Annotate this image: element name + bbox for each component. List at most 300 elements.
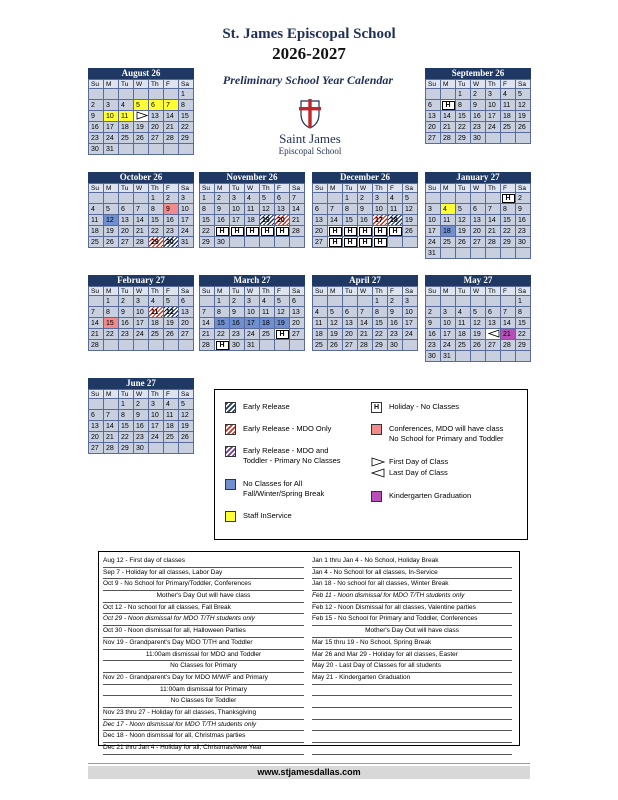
empty-day	[164, 340, 179, 351]
calendar-day: 5	[134, 100, 149, 111]
weekday-label: Tu	[456, 80, 471, 89]
calendar-day: 2	[215, 193, 230, 204]
calendar-day: 11	[441, 215, 456, 226]
calendar-day: 22	[373, 329, 388, 340]
empty-day	[313, 193, 328, 204]
weekday-label: M	[441, 80, 456, 89]
empty-day	[275, 237, 290, 248]
weekday-label: Th	[373, 184, 388, 193]
calendar-day: 9	[89, 111, 104, 122]
event-item: No Classes for Primary	[103, 661, 304, 673]
calendar-day: 10	[245, 307, 260, 318]
weekday-label: Su	[313, 287, 328, 296]
event-item: Oct 12 - No school for all classes, Fall Break	[103, 603, 304, 615]
holiday-day: H	[343, 226, 358, 237]
calendar-day: 18	[501, 111, 516, 122]
calendar-day: 3	[134, 296, 149, 307]
calendar-day: 28	[134, 237, 149, 248]
calendar-day: 6	[426, 100, 441, 111]
calendar-day: 9	[471, 100, 486, 111]
event-item: Mother's Day Out will have class	[103, 591, 304, 603]
weekday-label: M	[441, 184, 456, 193]
calendar-day: 4	[388, 193, 403, 204]
calendar-day: 8	[104, 307, 119, 318]
calendar-day: 12	[471, 318, 486, 329]
holiday-day: H	[373, 237, 388, 248]
month-title: August 26	[88, 68, 194, 79]
empty-day	[486, 296, 501, 307]
calendar-day: 13	[179, 307, 194, 318]
calendar-day: 29	[149, 237, 164, 248]
weekday-label: M	[328, 287, 343, 296]
calendar-day: 15	[179, 111, 194, 122]
calendar-day: 2	[134, 399, 149, 410]
weekday-label: Th	[149, 80, 164, 89]
calendar-day: 1	[343, 193, 358, 204]
calendar-day: 2	[89, 100, 104, 111]
calendar-day: 19	[179, 421, 194, 432]
calendar-day: 6	[343, 307, 358, 318]
calendar-day: 8	[200, 204, 215, 215]
holiday-day: H	[275, 226, 290, 237]
calendar-day: 2	[358, 193, 373, 204]
calendar-day: 29	[373, 340, 388, 351]
event-item: Dec 18 - Noon dismissal for all, Christmas parties	[103, 731, 304, 743]
weekday-label: W	[471, 80, 486, 89]
calendar-day: 23	[516, 226, 531, 237]
holiday-day: H	[230, 226, 245, 237]
weekday-label: Sa	[179, 390, 194, 399]
calendar-day: 18	[313, 329, 328, 340]
holiday-day: H	[215, 340, 230, 351]
weekday-label: Tu	[230, 184, 245, 193]
calendar-day: 9	[164, 204, 179, 215]
calendar-day: 18	[119, 122, 134, 133]
empty-day	[358, 296, 373, 307]
calendar-day	[134, 111, 149, 122]
weekday-label: M	[328, 184, 343, 193]
calendar-day: 17	[134, 318, 149, 329]
holiday-day: H	[388, 226, 403, 237]
calendar-day: 18	[441, 226, 456, 237]
empty-day	[456, 248, 471, 259]
calendar-day	[486, 329, 501, 340]
empty-day	[403, 340, 418, 351]
calendar-day: 13	[313, 215, 328, 226]
calendar-day: 11	[260, 307, 275, 318]
calendar-day: 1	[119, 399, 134, 410]
weekday-label: Tu	[119, 390, 134, 399]
calendar-day: 7	[328, 204, 343, 215]
event-item	[312, 731, 512, 743]
empty-day	[179, 443, 194, 454]
calendar-day: 30	[134, 443, 149, 454]
calendar-day: 11	[388, 204, 403, 215]
month-grid	[88, 183, 194, 248]
calendar-day: 5	[260, 193, 275, 204]
calendar-day: 19	[164, 318, 179, 329]
weekday-label: Th	[149, 390, 164, 399]
calendar-day: 6	[89, 410, 104, 421]
calendar-day: 31	[245, 340, 260, 351]
calendar-day: 9	[119, 307, 134, 318]
month-title: January 27	[425, 172, 531, 183]
calendar-day: 7	[134, 204, 149, 215]
calendar-day: 22	[149, 226, 164, 237]
calendar-day: 21	[358, 329, 373, 340]
calendar-day: 24	[441, 340, 456, 351]
calendar-day: 7	[200, 307, 215, 318]
calendar-day: 25	[441, 237, 456, 248]
calendar-day: 10	[426, 215, 441, 226]
empty-day	[313, 296, 328, 307]
empty-day	[149, 340, 164, 351]
website-link[interactable]: www.stjamesdallas.com	[257, 767, 361, 777]
empty-day	[149, 144, 164, 155]
calendar-day: 27	[426, 133, 441, 144]
calendar-day: 27	[149, 133, 164, 144]
empty-day	[328, 193, 343, 204]
calendar-day: 2	[164, 193, 179, 204]
school-logo	[255, 98, 365, 160]
event-item: Oct 29 - Noon dismissal for MDO T/TH students only	[103, 614, 304, 626]
holiday-day: H	[358, 237, 373, 248]
weekday-label: Sa	[516, 287, 531, 296]
calendar-day: 5	[456, 204, 471, 215]
calendar-day: 11	[456, 318, 471, 329]
calendar-day: 4	[501, 89, 516, 100]
holiday-day: H	[501, 193, 516, 204]
empty-day	[486, 248, 501, 259]
holiday-day: H	[260, 226, 275, 237]
calendar-day: 28	[164, 133, 179, 144]
calendar-day: 2	[119, 296, 134, 307]
month-grid	[312, 183, 418, 248]
month-grid	[88, 389, 194, 454]
calendar-day: 27	[486, 340, 501, 351]
calendar-day: 28	[200, 340, 215, 351]
calendar-day: 17	[179, 215, 194, 226]
calendar-day: 1	[200, 193, 215, 204]
weekday-label: F	[164, 287, 179, 296]
calendar-day: 10	[104, 111, 119, 122]
calendar-day: 5	[104, 204, 119, 215]
calendar-day: 6	[275, 193, 290, 204]
calendar-day: 25	[89, 237, 104, 248]
weekday-label: Th	[260, 184, 275, 193]
empty-day	[501, 351, 516, 362]
calendar-day: 16	[164, 215, 179, 226]
weekday-label: Sa	[516, 80, 531, 89]
holiday-day: H	[343, 237, 358, 248]
calendar-day: 30	[164, 237, 179, 248]
legend-toddler	[225, 446, 341, 466]
holiday-day: H	[373, 226, 388, 237]
empty-day	[134, 193, 149, 204]
calendar-day: 10	[179, 204, 194, 215]
calendar-day: 18	[456, 329, 471, 340]
calendar-day: 24	[179, 226, 194, 237]
weekday-label: Th	[149, 184, 164, 193]
calendar-day: 11	[245, 204, 260, 215]
events-left-column	[103, 556, 304, 755]
weekday-label: W	[358, 184, 373, 193]
empty-day	[471, 351, 486, 362]
weekday-label: F	[164, 184, 179, 193]
event-item: Feb 11 - Noon dismissal for MDO T/TH students only	[312, 591, 512, 603]
calendar-day: 21	[290, 215, 305, 226]
calendar-day: 12	[516, 100, 531, 111]
calendar-day: 8	[149, 204, 164, 215]
weekday-label: Tu	[343, 287, 358, 296]
calendar-day: 3	[104, 100, 119, 111]
month-title: September 26	[425, 68, 531, 79]
staff-swatch	[225, 511, 236, 522]
calendar-day: 3	[245, 296, 260, 307]
weekday-label: Su	[426, 184, 441, 193]
empty-day	[403, 237, 418, 248]
calendar-day: 25	[501, 122, 516, 133]
calendar-day: 30	[426, 351, 441, 362]
empty-day	[290, 237, 305, 248]
legend-label: No Classes for All	[243, 479, 303, 488]
empty-day	[119, 340, 134, 351]
calendar-day: 16	[215, 215, 230, 226]
calendar-day: 24	[486, 122, 501, 133]
calendar-day: 2	[230, 296, 245, 307]
calendar-day: 20	[426, 122, 441, 133]
event-item: May 20 - Last Day of Classes for all students	[312, 661, 512, 673]
calendar-day: 3	[426, 204, 441, 215]
calendar-day: 30	[516, 237, 531, 248]
graduation-swatch	[371, 491, 382, 502]
calendar-day: 14	[328, 215, 343, 226]
calendar-day: 17	[403, 318, 418, 329]
empty-day	[456, 193, 471, 204]
event-item	[312, 708, 512, 720]
holiday-day: H	[245, 226, 260, 237]
calendar-day: 12	[403, 204, 418, 215]
calendar-day: 14	[104, 421, 119, 432]
month-title: March 27	[199, 275, 305, 286]
month-calendar	[312, 275, 418, 351]
calendar-day: 16	[358, 215, 373, 226]
empty-day	[89, 296, 104, 307]
calendar-subtitle: Preliminary School Year Calendar	[222, 73, 394, 87]
calendar-day: 20	[179, 318, 194, 329]
weekday-label: M	[104, 287, 119, 296]
weekday-label: Sa	[403, 287, 418, 296]
calendar-day: 22	[501, 226, 516, 237]
calendar-day: 12	[104, 215, 119, 226]
empty-day	[104, 193, 119, 204]
calendar-day: 3	[179, 193, 194, 204]
calendar-day: 27	[313, 237, 328, 248]
empty-day	[119, 193, 134, 204]
calendar-day: 14	[441, 111, 456, 122]
event-item: Jan 1 thru Jan 4 - No School, Holiday Break	[312, 556, 512, 568]
weekday-label: Sa	[290, 184, 305, 193]
calendar-day: 29	[456, 133, 471, 144]
month-calendar	[425, 68, 531, 144]
calendar-day: 9	[516, 204, 531, 215]
empty-day	[501, 248, 516, 259]
weekday-label: Tu	[119, 184, 134, 193]
calendar-day: 26	[134, 133, 149, 144]
calendar-day: 14	[486, 215, 501, 226]
weekday-label: M	[104, 80, 119, 89]
event-item: Nov 20 - Grandparent's Day for MDO M/W/F and Primary	[103, 673, 304, 685]
event-item: Feb 15 - No School for Primary and Toddler, Conferences	[312, 614, 512, 626]
month-title: December 26	[312, 172, 418, 183]
empty-day	[426, 296, 441, 307]
weekday-label: Tu	[456, 287, 471, 296]
legend-holiday	[371, 402, 459, 413]
weekday-label: Tu	[230, 287, 245, 296]
empty-day	[89, 399, 104, 410]
weekday-label: Su	[89, 287, 104, 296]
calendar-day: 25	[149, 329, 164, 340]
calendar-day: 26	[403, 226, 418, 237]
calendar-day: 16	[89, 122, 104, 133]
event-item: Sep 7 - Holiday for all classes, Labor Day	[103, 568, 304, 580]
calendar-day: 14	[200, 318, 215, 329]
calendar-day: 12	[275, 307, 290, 318]
weekday-label: F	[501, 80, 516, 89]
calendar-day: 12	[260, 204, 275, 215]
weekday-label: F	[388, 287, 403, 296]
toddler-swatch	[225, 446, 236, 457]
empty-day	[275, 340, 290, 351]
no-classes-swatch	[225, 479, 236, 490]
calendar-day: 22	[104, 329, 119, 340]
calendar-day: 7	[104, 410, 119, 421]
early-release-swatch	[225, 402, 236, 413]
weekday-label: Th	[486, 287, 501, 296]
calendar-day: 13	[471, 215, 486, 226]
calendar-day: 26	[456, 237, 471, 248]
calendar-day: 28	[89, 340, 104, 351]
empty-day	[501, 133, 516, 144]
footer	[88, 763, 530, 779]
calendar-day: 14	[164, 111, 179, 122]
calendar-day: 14	[134, 215, 149, 226]
weekday-label: Su	[200, 287, 215, 296]
empty-day	[486, 351, 501, 362]
calendar-day: 16	[388, 318, 403, 329]
calendar-day: 10	[149, 410, 164, 421]
school-name: St. James Episcopal School	[222, 26, 396, 42]
event-item	[312, 696, 512, 708]
calendar-day: 17	[373, 215, 388, 226]
calendar-day: 23	[388, 329, 403, 340]
calendar-day: 4	[119, 100, 134, 111]
empty-day	[164, 443, 179, 454]
calendar-day: 3	[441, 307, 456, 318]
empty-day	[516, 133, 531, 144]
calendar-day: 3	[403, 296, 418, 307]
calendar-day: 18	[164, 421, 179, 432]
calendar-day: 4	[456, 307, 471, 318]
holiday-swatch: H	[371, 402, 382, 413]
calendar-day: 31	[104, 144, 119, 155]
empty-day	[426, 89, 441, 100]
calendar-day: 4	[149, 296, 164, 307]
calendar-day: 13	[149, 111, 164, 122]
weekday-label: Th	[373, 287, 388, 296]
calendar-day: 3	[486, 89, 501, 100]
calendar-day: 30	[230, 340, 245, 351]
calendar-day: 15	[215, 318, 230, 329]
calendar-day: 21	[486, 226, 501, 237]
calendar-day: 13	[89, 421, 104, 432]
calendar-day: 13	[343, 318, 358, 329]
calendar-day: 19	[104, 226, 119, 237]
event-item: May 21 - Kindergarten Graduation	[312, 673, 512, 685]
empty-day	[89, 89, 104, 100]
calendar-day: 16	[230, 318, 245, 329]
legend-label: Last Day of Class	[389, 468, 448, 477]
calendar-day: 18	[388, 215, 403, 226]
calendar-day: 23	[230, 329, 245, 340]
calendar-day: 7	[501, 307, 516, 318]
calendar-day: 7	[358, 307, 373, 318]
calendar-day: 15	[149, 215, 164, 226]
calendar-day: 12	[164, 307, 179, 318]
calendar-day: 23	[164, 226, 179, 237]
empty-day	[104, 399, 119, 410]
weekday-label: Tu	[456, 184, 471, 193]
calendar-day: 1	[149, 193, 164, 204]
month-calendar	[425, 275, 531, 362]
last-day-triangle-icon	[371, 468, 385, 478]
calendar-day: 17	[104, 122, 119, 133]
calendar-day: 6	[471, 204, 486, 215]
calendar-day: 20	[343, 329, 358, 340]
calendar-day: 4	[245, 193, 260, 204]
month-grid	[425, 183, 531, 259]
empty-day	[230, 237, 245, 248]
calendar-day: 2	[388, 296, 403, 307]
weekday-label: Su	[426, 287, 441, 296]
calendar-day: 7	[290, 193, 305, 204]
calendar-day: 9	[426, 318, 441, 329]
calendar-day: 10	[403, 307, 418, 318]
weekday-label: M	[215, 184, 230, 193]
weekday-label: F	[501, 287, 516, 296]
calendar-day: 30	[388, 340, 403, 351]
holiday-day: H	[328, 237, 343, 248]
calendar-day: 15	[501, 215, 516, 226]
event-item	[312, 685, 512, 697]
empty-day	[119, 89, 134, 100]
weekday-label: W	[245, 184, 260, 193]
calendar-day: 31	[441, 351, 456, 362]
calendar-day: 20	[119, 226, 134, 237]
calendar-day: 21	[501, 329, 516, 340]
calendar-day: 10	[373, 204, 388, 215]
event-item: Feb 12 - Noon Dismissal for all classes, Valentine parties	[312, 603, 512, 615]
weekday-label: Su	[89, 390, 104, 399]
weekday-label: F	[275, 287, 290, 296]
calendar-day: 18	[149, 318, 164, 329]
weekday-label: Su	[426, 80, 441, 89]
calendar-day: 30	[89, 144, 104, 155]
calendar-day: 28	[441, 133, 456, 144]
month-calendar	[199, 275, 305, 351]
logo-subtext: Episcopal School	[278, 146, 342, 156]
calendar-day: 4	[164, 399, 179, 410]
